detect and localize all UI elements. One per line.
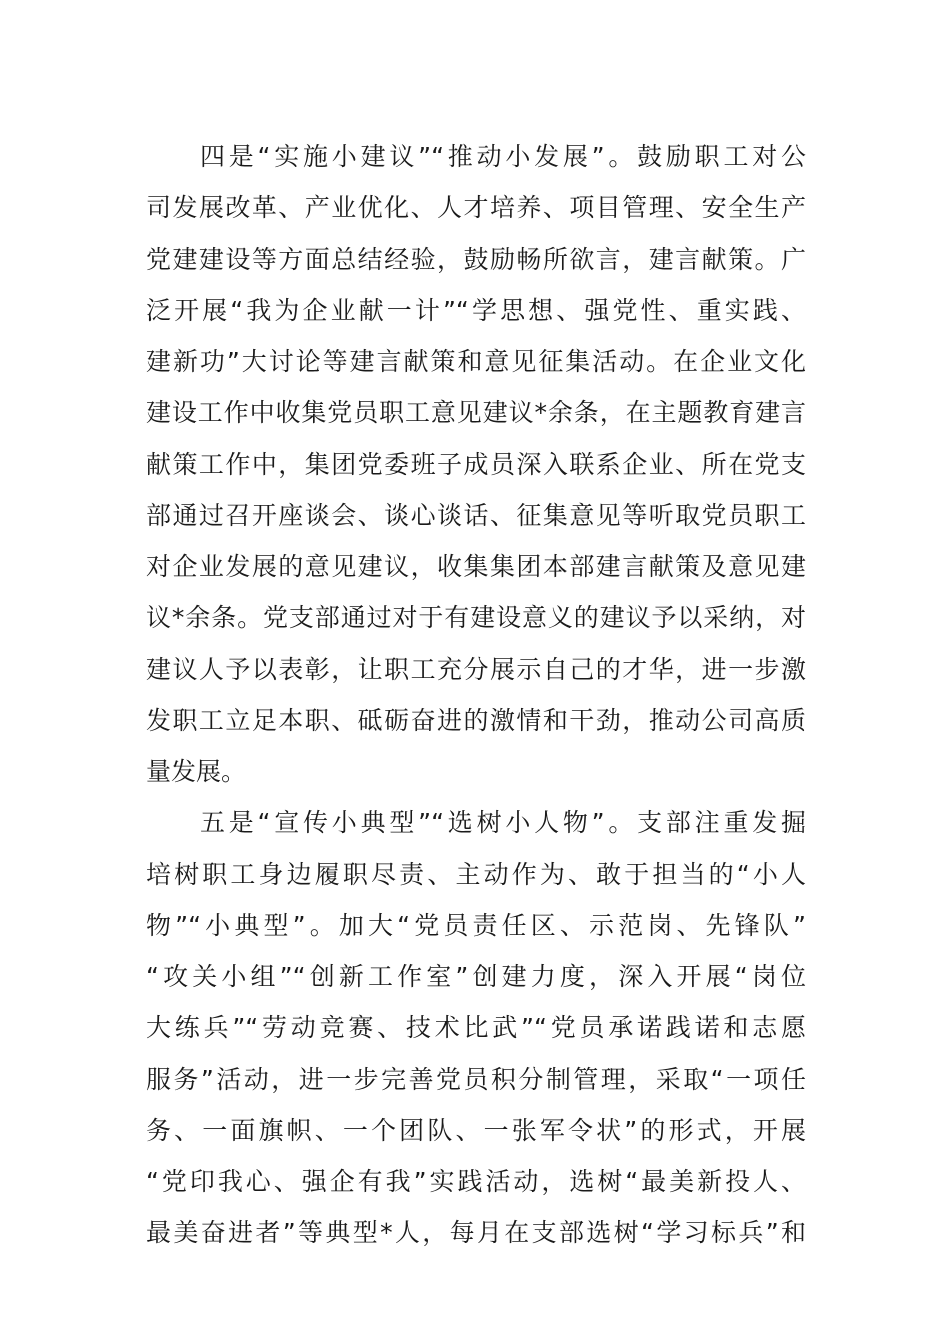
text-line: 议*余条。党支部通过对于有建设意义的建议予以采纳，对 <box>146 603 806 633</box>
text-line: 建设工作中收集党员职工意见建议*余条，在主题教育建言 <box>146 398 806 428</box>
paragraph-4 <box>146 131 806 797</box>
text-line: 建新功”大讨论等建言献策和意见征集活动。在企业文化 <box>146 347 806 376</box>
text-line: 发职工立足本职、砥砺奋进的激情和干劲，推动公司高质 <box>146 705 806 735</box>
text-line: 物”“小典型”。加大“党员责任区、示范岗、先锋队” <box>146 910 806 940</box>
text-line: 泛开展“我为企业献一计”“学思想、强党性、重实践、 <box>146 295 806 325</box>
text-line: 四是“实施小建议”“推动小发展”。鼓励职工对公 <box>200 142 806 171</box>
text-line: 服务”活动，进一步完善党员积分制管理，采取“一项任 <box>146 1064 806 1094</box>
text-line: 建议人予以表彰，让职工充分展示自己的才华，进一步激 <box>146 654 806 684</box>
text-line: 培树职工身边履职尽责、主动作为、敢于担当的“小人 <box>146 859 806 889</box>
text-line: 对企业发展的意见建议，收集集团本部建言献策及意见建 <box>146 552 806 581</box>
text-line: 部通过召开座谈会、谈心谈话、征集意见等听取党员职工 <box>146 500 806 530</box>
text-line: 量发展。 <box>146 757 247 786</box>
text-line: 党建建设等方面总结经验，鼓励畅所欲言，建言献策。广 <box>146 244 806 274</box>
text-line: 献策工作中，集团党委班子成员深入联系企业、所在党支 <box>146 449 806 479</box>
text-line: 大练兵”“劳动竞赛、技术比武”“党员承诺践诺和志愿 <box>146 1013 806 1043</box>
text-line: 务、一面旗帜、一个团队、一张军令状”的形式，开展 <box>146 1115 806 1145</box>
paragraph-5 <box>146 797 806 1258</box>
text-line: “党印我心、强企有我”实践活动，选树“最美新投人、 <box>146 1167 806 1196</box>
text-line: 司发展改革、产业优化、人才培养、项目管理、安全生产 <box>146 193 806 223</box>
document-body <box>146 131 806 1259</box>
text-line: 最美奋进者”等典型*人，每月在支部选树“学习标兵”和 <box>146 1218 806 1248</box>
text-line: 五是“宣传小典型”“选树小人物”。支部注重发掘 <box>200 808 806 838</box>
text-line: “攻关小组”“创新工作室”创建力度，深入开展“岗位 <box>146 962 806 991</box>
